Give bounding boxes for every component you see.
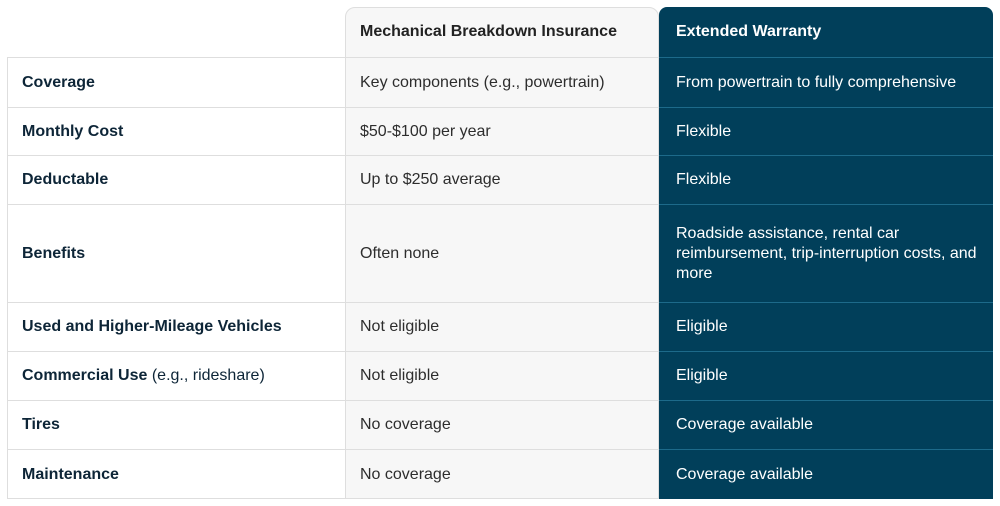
ew-cell-deductable: Flexible (676, 171, 732, 188)
row-label-tires (7, 401, 345, 449)
row-label-text: Used and Higher-Mileage Vehicles (22, 318, 282, 335)
header-mbi: Mechanical Breakdown Insurance (360, 23, 617, 40)
row-label-maintenance (7, 450, 345, 499)
row-label-text: Maintenance (22, 465, 119, 483)
row-label-text: Benefits (22, 244, 86, 262)
comparison-table (7, 7, 993, 499)
ew-cell-coverage: From powertrain to fully comprehensive (676, 73, 957, 91)
mbi-cell-monthly-cost: $50-$100 per year (360, 122, 491, 140)
mbi-cell-commercial-use: Not eligible (360, 367, 440, 384)
row-label-text: Deductable (22, 171, 109, 188)
header-extended-warranty: Extended Warranty (676, 23, 822, 40)
mbi-cell-tires: No coverage (360, 416, 451, 433)
row-label-text: Coverage (22, 73, 95, 91)
row-label-coverage (7, 58, 345, 107)
row-label-monthly-cost (7, 108, 345, 155)
row-label-suffix: (e.g., rideshare) (147, 367, 265, 384)
mbi-cell-used-vehicles: Not eligible (360, 318, 440, 335)
ew-cell-commercial-use: Eligible (676, 367, 728, 384)
ew-cell-tires: Coverage available (676, 416, 813, 433)
mbi-cell-coverage: Key components (e.g., powertrain) (360, 73, 605, 91)
row-label-deductable (7, 156, 345, 204)
row-label-text: Commercial Use (22, 367, 148, 384)
row-label-text: Monthly Cost (22, 122, 124, 140)
ew-cell-benefits: Roadside assistance, rental car reimbursement, trip-interruption costs, and more (676, 224, 977, 282)
row-label-benefits (7, 205, 345, 302)
row-label-text: Tires (22, 416, 60, 433)
ew-cell-maintenance: Coverage available (676, 465, 813, 483)
ew-cell-monthly-cost: Flexible (676, 122, 732, 140)
mbi-cell-deductable: Up to $250 average (360, 171, 501, 188)
ew-cell-used-vehicles: Eligible (676, 318, 728, 335)
mbi-cell-benefits: Often none (360, 244, 440, 262)
mbi-cell-maintenance: No coverage (360, 465, 451, 483)
row-label-used-vehicles (7, 303, 345, 351)
row-label-commercial-use (7, 352, 345, 400)
